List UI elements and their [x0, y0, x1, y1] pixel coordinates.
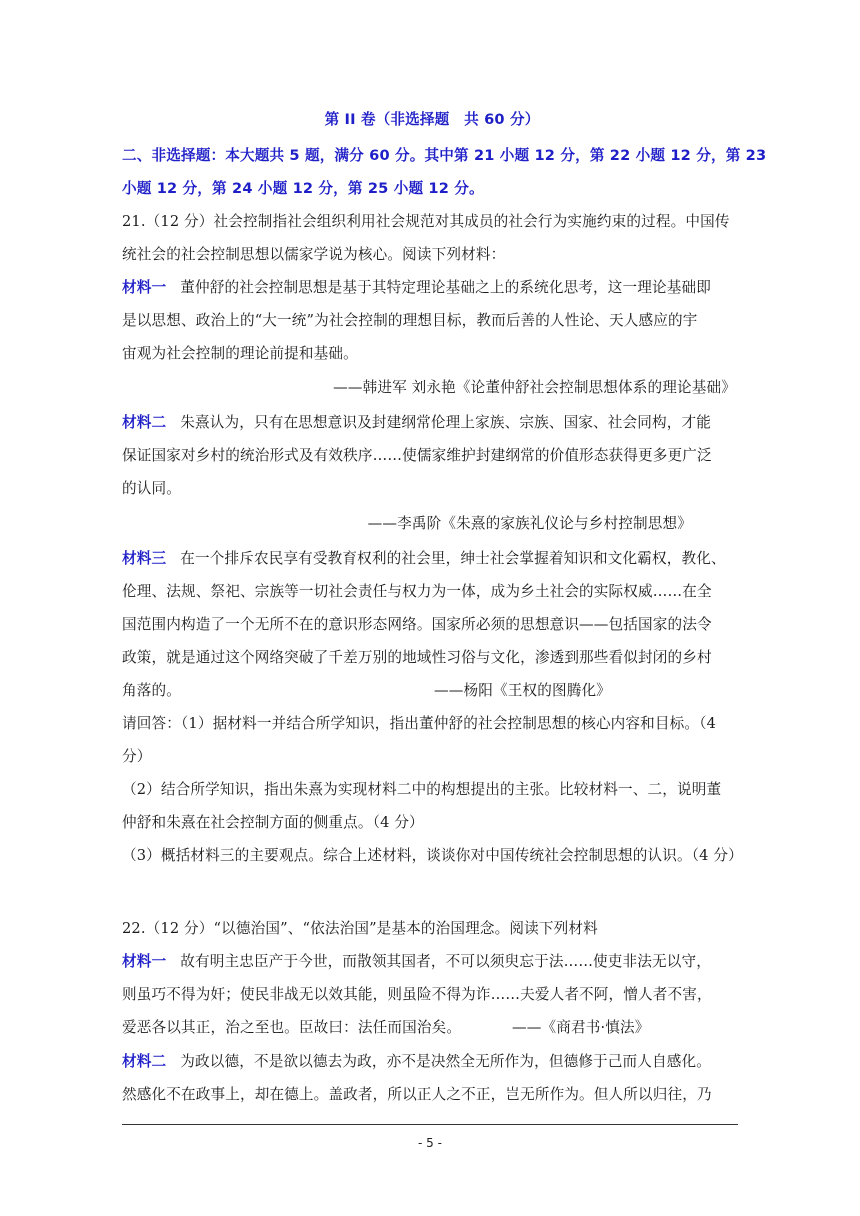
- q22-material-1-line-1: [122, 952, 742, 972]
- q21-material-3-line-2: 伦理、法规、祭祀、宗族等一切社会责任与权力为一体，成为乡土社会的实际权威……在全: [122, 583, 712, 600]
- q21-question-1-line-1: 请回答：（1）据材料一并结合所学知识，指出董仲舒的社会控制思想的核心内容和目标。（4: [122, 715, 717, 732]
- q21-material-3-line-5: [122, 681, 742, 701]
- q21-material-3-line-3: 国范围内构造了一个无所不在的意识形态网络。国家所必须的思想意识——包括国家的法令: [122, 616, 712, 633]
- q21-material-1-line-3: 宙观为社会控制的理论前提和基础。: [122, 345, 358, 362]
- q21-material-1-text-1: 董仲舒的社会控制思想是基于其特定理论基础之上的系统化思考，这一理论基础即: [180, 279, 712, 296]
- q21-material-1-label: 材料一: [122, 279, 167, 296]
- q22-material-2-label: 材料二: [122, 1053, 167, 1070]
- q22-material-1-text-3: 爱恶各以其正，治之至也。臣故曰：法任而国治矣。: [122, 1019, 462, 1036]
- q22-material-1-label: 材料一: [122, 953, 167, 970]
- q21-material-1-line-1: [122, 278, 742, 298]
- q21-intro-line-2: 统社会的社会控制思想以儒家学说为核心。阅读下列材料：: [122, 246, 506, 263]
- page-number: - 5 -: [418, 1136, 442, 1150]
- q21-material-3-line-1: [122, 549, 742, 569]
- q21-material-2-line-2: 保证国家对乡村的统治形式及有效秩序……使儒家维护封建纲常的价值形态获得更多更广泛: [122, 447, 712, 464]
- q21-material-3-label: 材料三: [122, 550, 167, 567]
- q22-intro-line-1: 22.（12 分）“以德治国”、“依法治国”是基本的治国理念。阅读下列材料: [122, 920, 598, 937]
- q21-question-3-line-1: （3）概括材料三的主要观点。综合上述材料，谈谈你对中国传统社会控制思想的认识。（4 分）: [122, 847, 743, 864]
- q22-material-1-line-2: 则虽巧不得为奸；使民非战无以效其能，则虽险不得为诈……夫爱人者不阿，憎人者不害，: [122, 986, 712, 1003]
- q21-material-3-text-1: 在一个排斥农民享有受教育权利的社会里，绅士社会掌握着知识和文化霸权，教化、: [180, 550, 726, 567]
- q21-material-2-line-1: [122, 413, 742, 433]
- q21-material-2-line-3: 的认同。: [122, 480, 181, 497]
- q21-question-1-line-2: 分）: [122, 748, 152, 765]
- section-title: 第 II 卷（非选择题 共 60 分）: [324, 111, 540, 128]
- footer-divider: [122, 1124, 738, 1125]
- q21-material-3-source: ——杨阳《王权的图腾化》: [434, 682, 611, 699]
- section-instruction-line-2: 小题 12 分，第 24 小题 12 分，第 25 小题 12 分。: [122, 180, 484, 197]
- q22-material-1-text-1: 故有明主忠臣产于今世，而散领其国者，不可以须臾忘于法……使吏非法无以守，: [180, 953, 712, 970]
- q21-question-2-line-2: 仲舒和朱熹在社会控制方面的侧重点。（4 分）: [122, 814, 424, 831]
- q21-question-2-line-1: （2）结合所学知识，指出朱熹为实现材料二中的构想提出的主张。比较材料一、二，说明董: [122, 781, 722, 798]
- q21-material-3-line-4: 政策，就是通过这个网络突破了千差万别的地域性习俗与文化，渗透到那些看似封闭的乡村: [122, 649, 712, 666]
- q22-material-2-text-1: 为政以德，不是欲以德去为政，亦不是决然全无所作为，但德修于己而人自感化。: [180, 1053, 712, 1070]
- q21-material-3-text-5: 角落的。: [122, 682, 181, 699]
- q22-material-1-line-3: [122, 1018, 742, 1038]
- q22-material-1-source: ——《商君书·慎法》: [512, 1019, 650, 1036]
- section-instruction-line-1: 二、非选择题：本大题共 5 题，满分 60 分。其中第 21 小题 12 分，第 22 小题 12 分，第 23: [122, 147, 767, 164]
- q21-material-2-source: ——李禹阶《朱熹的家族礼仪论与乡村控制思想》: [367, 515, 692, 532]
- q21-material-2-text-1: 朱熹认为，只有在思想意识及封建纲常伦理上家族、宗族、国家、社会同构，才能: [180, 414, 712, 431]
- q22-material-2-line-2: 然感化不在政事上，却在德上。盖政者，所以正人之不正，岂无所作为。但人所以归往，乃: [122, 1086, 712, 1103]
- q21-intro-line-1: 21.（12 分）社会控制指社会组织利用社会规范对其成员的社会行为实施约束的过程。中国传: [122, 213, 730, 230]
- q21-material-2-label: 材料二: [122, 414, 167, 431]
- q21-material-1-line-2: 是以思想、政治上的“大一统”为社会控制的理想目标，教而后善的人性论、天人感应的宇: [122, 312, 698, 329]
- q22-material-2-line-1: [122, 1052, 742, 1072]
- q21-material-1-source: ——韩进军 刘永艳《论董仲舒社会控制思想体系的理论基础》: [333, 379, 736, 396]
